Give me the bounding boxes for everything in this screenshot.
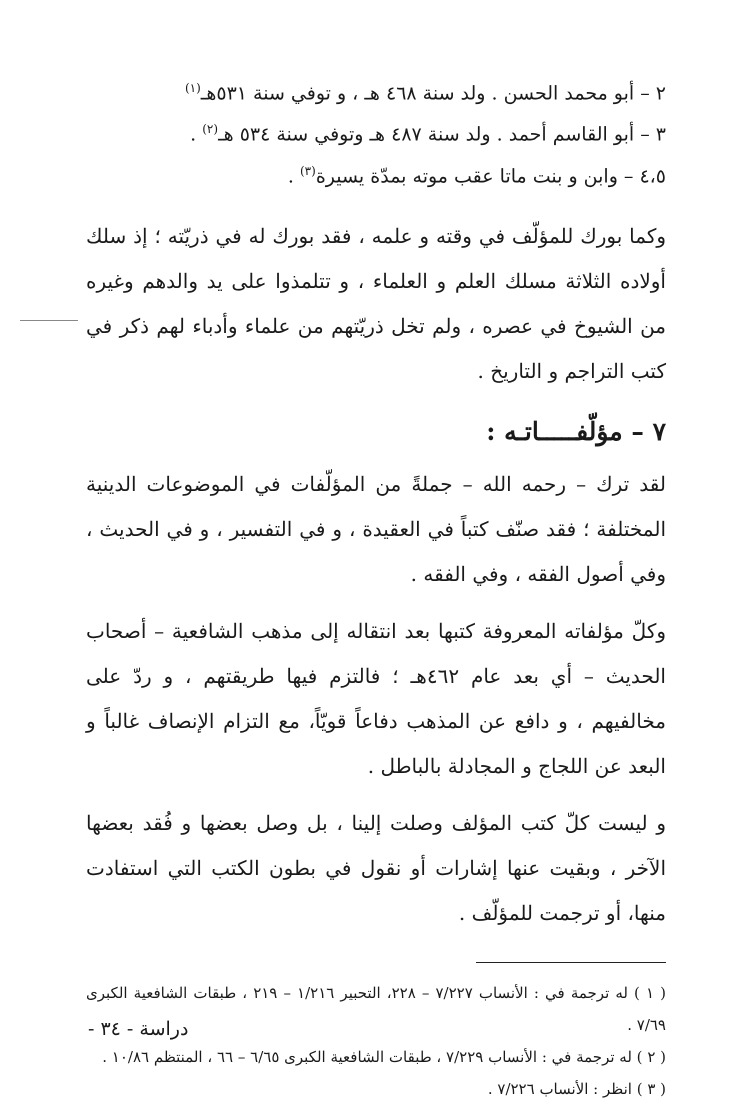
paragraph-lost-books: و ليست كلّ كتب المؤلف وصلت إلينا ، بل وصل بعضها و فُقد بعضها الآخر ، وبقيت عنها إشارات أو نقول في بطون الكتب التي استفادت منها، أو ترجمت للمؤلّف .	[86, 810, 666, 925]
paragraph-shafii: وكلّ مؤلفاته المعروفة كتبها بعد انتقاله إلى مذهب الشافعية – أصحاب الحديث – أي بعد عام ٤٦٢هـ ؛ فالتزم فيها طريقتهم ، و ردّ على مخالفيهم ، و دافع عن المذهب دفاعاً قويّاً، مع التزام الإنصاف غالباً و البعد عن اللجاج و المجادلة بالباطل .	[86, 618, 666, 778]
footnote-1: ( ١ ) له ترجمة في : الأنساب ٧/٢٢٧ – ٢٢٨، التحبير ١/٢١٦ – ٢١٩ ، طبقات الشافعية الكبرى ٧/٦٩ .	[86, 983, 667, 1034]
list-item-son-ahmad	[86, 111, 666, 152]
list-item-punct: .	[287, 164, 300, 187]
list-item-son-hasan	[86, 70, 666, 111]
spacer	[86, 789, 666, 801]
paragraph-works: لقد ترك – رحمه الله – جملةً من المؤلّفات في الموضوعات الدينية المختلفة ؛ فقد صنّف كتباً في العقيدة ، و في التفسير ، و في الحديث ، وفي أصول الفقه ، وفي الفقه .	[86, 471, 666, 586]
footnote-ref[interactable]: (٢)	[202, 122, 219, 137]
page-number: دراسة - ٣٤ -	[88, 1018, 189, 1040]
paragraph-descendants: وكما بورك للمؤلّف في وقته و علمه ، فقد بورك له في ذريّته ؛ إذ سلك أولاده الثلاثة مسلك العلم و العلماء ، و تتلمذوا على يد والدهم وغيره من الشيوخ في عصره ، ولم تخل ذريّتهم من علماء وأدباء لهم ذكر في كتب التراجم و التاريخ .	[86, 223, 666, 383]
footnote-3: ( ٣ ) انظر : الأنساب ٧/٢٢٦ .	[487, 1079, 666, 1098]
margin-mark	[20, 320, 78, 321]
footnote-2: ( ٢ ) له ترجمة في : الأنساب ٧/٢٢٩ ، طبقات الشافعية الكبرى ٦/٦٥ – ٦٦ ، المنتظم ١٠/٨٦ .	[102, 1047, 666, 1066]
list-item-children	[86, 153, 666, 194]
footnote-ref[interactable]: (٣)	[299, 163, 316, 178]
spacer	[86, 597, 666, 609]
footnote-ref[interactable]: (١)	[184, 81, 201, 95]
list-item-text: ٢ – أبو محمد الحسن . ولد سنة ٤٦٨ هـ ، و توفي سنة ٥٣١هـ	[200, 82, 666, 105]
section-heading-works: ٧ – مؤلّفـــــاتـه :	[486, 416, 666, 446]
spacer	[86, 194, 666, 214]
list-item-text: ٤،٥ – وابن و بنت ماتا عقب موته بمدّة يسيرة	[315, 164, 666, 187]
list-item-punct: .	[190, 123, 203, 146]
list-item-text: ٣ – أبو القاسم أحمد . ولد سنة ٤٨٧ هـ وتوفي سنة ٥٣٤ هـ	[218, 123, 666, 146]
footnote-divider	[476, 962, 666, 963]
